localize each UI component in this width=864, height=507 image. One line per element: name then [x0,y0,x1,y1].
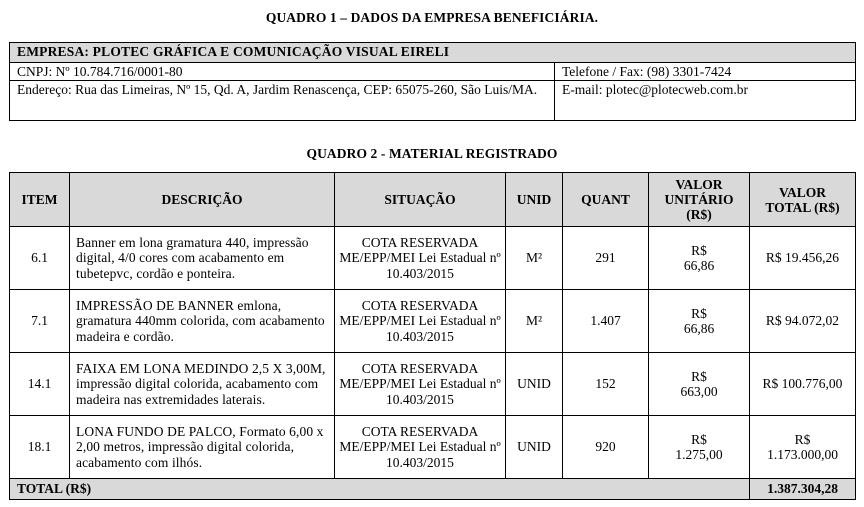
company-cnpj: CNPJ: Nº 10.784.716/0001-80 [10,63,555,81]
row-descricao: LONA FUNDO DE PALCO, Formato 6,00 x 2,00 metros, impressão digital colorida, acabamento com ilhós. [70,416,335,479]
row-valor-unitario: R$ 663,00 [649,353,750,416]
row-descricao: Banner em lona gramatura 440, impressão digital, 4/0 cores com acabamento em tubetepvc, cordão e ponteira. [70,227,335,290]
row-valor-total: R$ 94.072,02 [750,290,856,353]
material-table [9,172,856,500]
table-row [10,353,856,416]
table-row [10,227,856,290]
row-quant: 152 [563,353,649,416]
row-situacao: COTA RESERVADA ME/EPP/MEI Lei Estadual nº 10.403/2015 [335,353,506,416]
company-email: E-mail: plotec@plotecweb.com.br [555,81,856,121]
company-contact-row [10,63,856,81]
row-item: 14.1 [10,353,70,416]
row-descricao: FAIXA EM LONA MEDINDO 2,5 X 3,00M, impressão digital colorida, acabamento com madeira nas extremidades laterais. [70,353,335,416]
row-item: 18.1 [10,416,70,479]
row-descricao: IMPRESSÃO DE BANNER emlona, gramatura 440mm colorida, com acabamento madeira e cordão. [70,290,335,353]
row-unid: M² [506,227,563,290]
table-row [10,290,856,353]
header-situacao: SITUAÇÃO [335,173,506,227]
row-unid: UNID [506,353,563,416]
row-situacao: COTA RESERVADA ME/EPP/MEI Lei Estadual nº 10.403/2015 [335,227,506,290]
row-item: 7.1 [10,290,70,353]
row-valor-total: R$ 19.456,26 [750,227,856,290]
header-unid: UNID [506,173,563,227]
company-address: Endereço: Rua das Limeiras, Nº 15, Qd. A, Jardim Renascença, CEP: 65075-260, São Luis/MA. [10,81,555,121]
header-valor-unitario: VALOR UNITÁRIO (R$) [649,173,750,227]
total-label: TOTAL (R$) [10,479,750,500]
company-phone: Telefone / Fax: (98) 3301-7424 [555,63,856,81]
row-item: 6.1 [10,227,70,290]
header-item: ITEM [10,173,70,227]
row-valor-unitario: R$ 66,86 [649,290,750,353]
row-quant: 1.407 [563,290,649,353]
row-valor-total: R$ 1.173.000,00 [750,416,856,479]
table-row [10,416,856,479]
row-unid: M² [506,290,563,353]
row-valor-unitario: R$ 66,86 [649,227,750,290]
row-valor-unitario: R$ 1.275,00 [649,416,750,479]
quadro1-title: QUADRO 1 – DADOS DA EMPRESA BENEFICIÁRIA. [265,10,599,25]
header-valor-total: VALOR TOTAL (R$) [750,173,856,227]
company-address-row [10,81,856,121]
total-row [10,479,856,500]
row-quant: 920 [563,416,649,479]
row-situacao: COTA RESERVADA ME/EPP/MEI Lei Estadual nº 10.403/2015 [335,416,506,479]
header-descricao: DESCRIÇÃO [70,173,335,227]
row-unid: UNID [506,416,563,479]
row-valor-total: R$ 100.776,00 [750,353,856,416]
company-table [9,42,856,121]
company-name: EMPRESA: PLOTEC GRÁFICA E COMUNICAÇÃO VISUAL EIRELI [10,43,856,63]
company-name-row [10,43,856,63]
material-header-row [10,173,856,227]
total-value: 1.387.304,28 [750,479,856,500]
quadro2-title: QUADRO 2 - MATERIAL REGISTRADO [306,146,558,161]
row-situacao: COTA RESERVADA ME/EPP/MEI Lei Estadual nº 10.403/2015 [335,290,506,353]
header-quant: QUANT [563,173,649,227]
row-quant: 291 [563,227,649,290]
